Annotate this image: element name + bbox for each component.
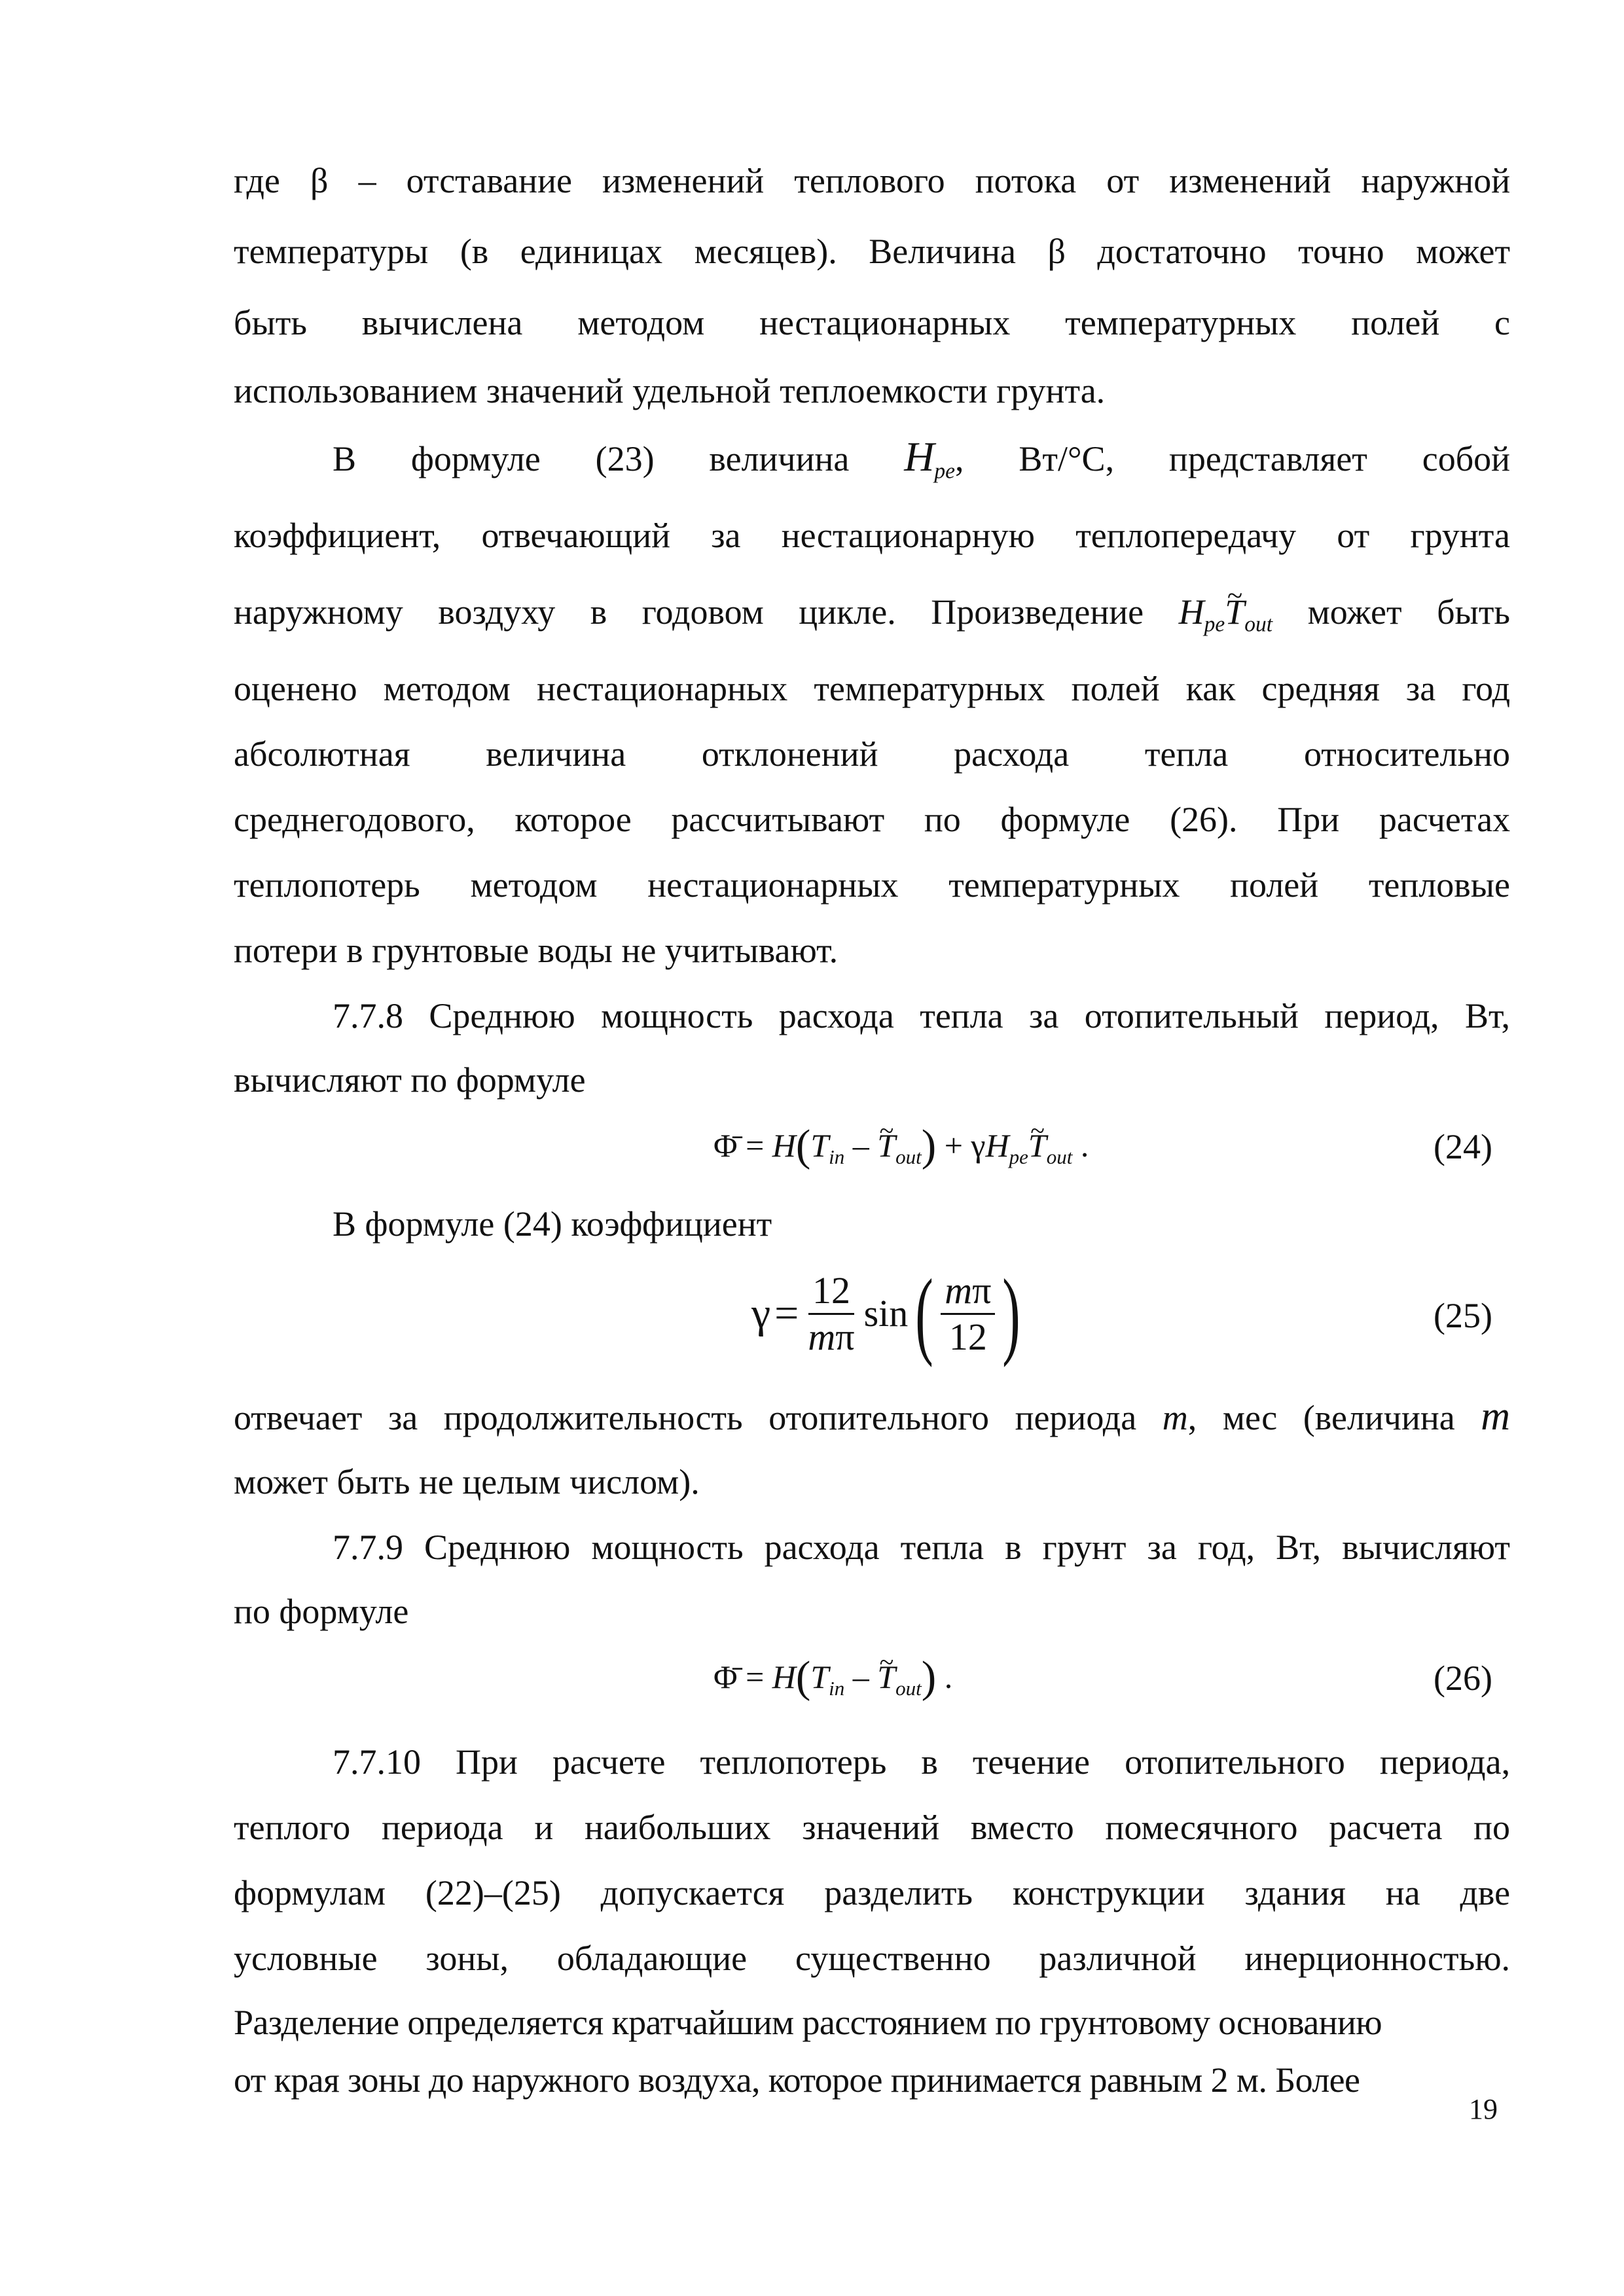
para1-line4: использованием значений удельной теплоемкости грунта.	[234, 371, 1106, 410]
hpe-tout-product: $H_{pe}\sim$ $T_{out}$	[1179, 592, 1272, 632]
section-7710-line1: 7.7.10 При расчете теплопотерь в течение отопительного периода,	[333, 1742, 1511, 1782]
para3-line2: может быть не целым числом).	[234, 1462, 700, 1501]
equation-26-number: (26)	[1434, 1659, 1492, 1698]
section-779-line2: по формуле	[234, 1592, 409, 1631]
section-778-line2: вычисляют по формуле	[234, 1060, 586, 1100]
para2-line5: абсолютная величина отклонений расхода тепла относительно	[234, 734, 1510, 774]
para1-line1: где β – отставание изменений теплового потока от изменений наружной	[234, 161, 1511, 200]
coef-line: В формуле (24) коэффициент	[333, 1204, 772, 1244]
fraction-mpi-over-12: $\frac{m\pi}{12}$	[941, 1268, 995, 1359]
para2-line7: теплопотерь методом нестационарных температурных полей тепловые	[234, 865, 1510, 905]
equation-24: Φ̄ = $H(T_{in}$ – ~ $T_{out}$) + $\gamma H_{pe}\sim$ $T_{out}$ .	[713, 1124, 1089, 1166]
equation-25: γ = $\frac{12}{m\pi}$ sin ( $\frac{m\pi}{12}$ )	[751, 1259, 1021, 1368]
section-7710-line2: теплого периода и наибольших значений вместо помесячного расчета по	[234, 1808, 1511, 1847]
section-779-line1: 7.7.9 Среднюю мощность расхода тепла в грунт за год, Вт, вычисляют	[333, 1528, 1511, 1567]
para2-line6: среднегодового, которое рассчитывают по формуле (26). При расчетах	[234, 800, 1511, 839]
section-778-line1: 7.7.8 Среднюю мощность расхода тепла за отопительный период, Вт,	[333, 996, 1511, 1035]
hpe-symbol: H	[904, 433, 935, 480]
page-number: 19	[1469, 2093, 1498, 2125]
para3-line1: отвечает за продолжительность отопительного периода m, мес (величина m	[234, 1394, 1511, 1439]
para2-line8: потери в грунтовые воды не учитывают.	[234, 931, 839, 970]
para2-line2: коэффициент, отвечающий за нестационарную теплопередачу от грунта	[234, 516, 1511, 555]
para2-line1: В формуле (23) величина $H_{pe}$, Вт/°С, представляет собой	[333, 433, 1511, 484]
equation-26: Φ̄ = $H(T_{in}$ – ~ $T_{out}$) .	[713, 1656, 952, 1698]
para2-line4: оценено методом нестационарных температурных полей как средняя за год	[234, 669, 1511, 708]
para1-line3: быть вычислена методом нестационарных температурных полей с	[234, 303, 1511, 342]
para2-line3: наружному воздуху в годовом цикле. Произведение $H_{pe}\sim$ $T_{out}$ может быть	[234, 591, 1510, 633]
section-7710-line4: условные зоны, обладающие существенно различной инерционностью.	[234, 1939, 1511, 1978]
section-7710-line6: от края зоны до наружного воздуха, которое принимается равным 2 м. Более	[234, 2060, 1360, 2100]
section-7710-line3: формулам (22)–(25) допускается разделить конструкции здания на две	[234, 1873, 1511, 1912]
equation-24-number: (24)	[1434, 1127, 1492, 1166]
section-7710-line5: Разделение определяется кратчайшим расстоянием по грунтовому основанию	[234, 2003, 1382, 2042]
equation-25-number: (25)	[1434, 1296, 1492, 1335]
para1-line2: температуры (в единицах месяцев). Величина β достаточно точно может	[234, 232, 1511, 271]
fraction-12-over-mpi: $\frac{12}{m\pi}$	[808, 1268, 855, 1358]
